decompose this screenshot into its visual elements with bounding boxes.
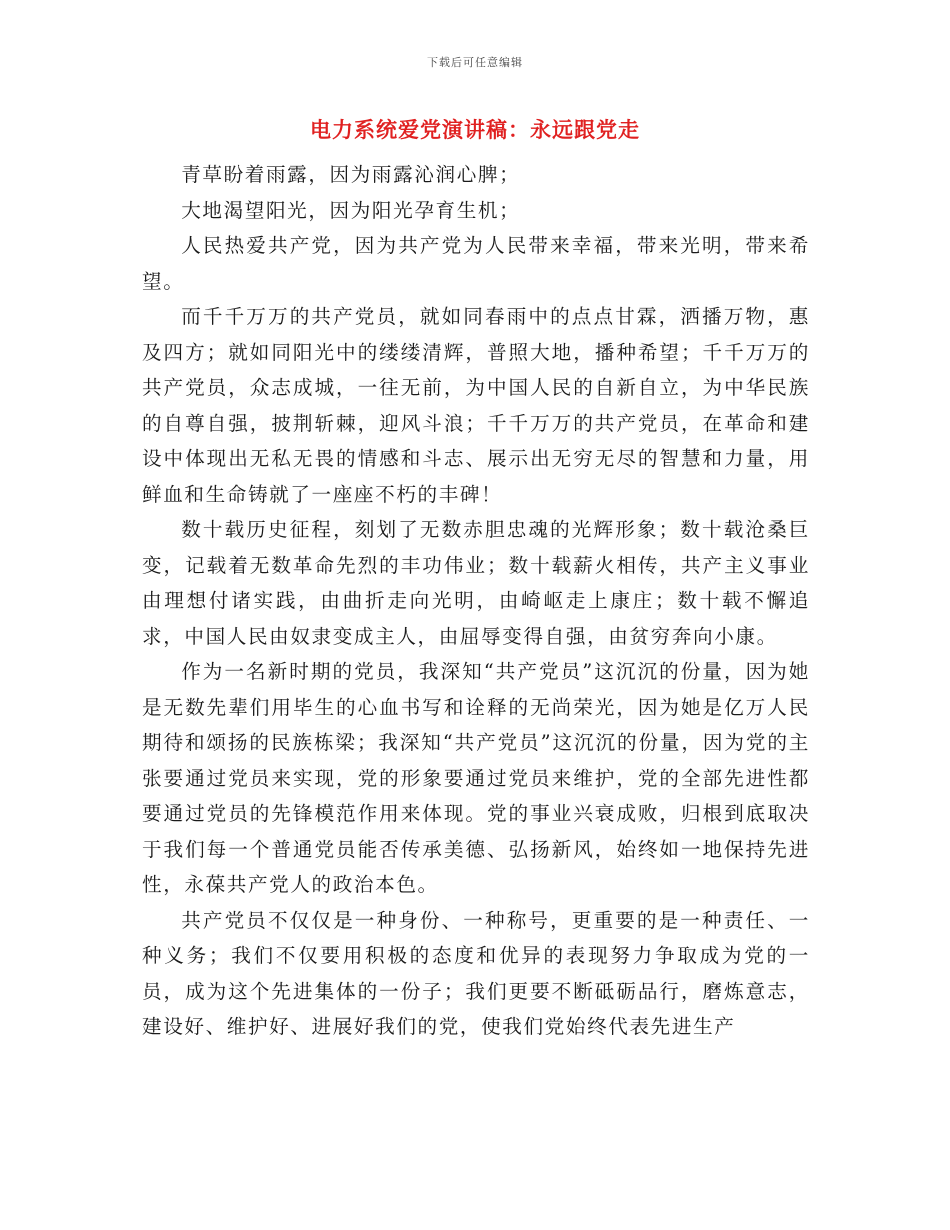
paragraph-4: 而千千万万的共产党员，就如同春雨中的点点甘霖，洒播万物，惠及四方；就如同阳光中的缕缕清辉，普照大地，播种希望；千千万万的共产党员，众志成城，一往无前，为中国人民的自新自立，为中华民族的自尊自强，披荆斩棘，迎风斗浪；千千万万的共产党员，在革命和建设中体现出无私无畏的情感和斗志、展示出无穷无尽的智慧和力量，用鲜血和生命铸就了一座座不朽的丰碑！ [142, 305, 810, 506]
paragraph-3: 人民热爱共产党，因为共产党为人民带来幸福，带来光明，带来希望。 [142, 234, 810, 293]
document-title: 电力系统爱党演讲稿：永远跟党走 [310, 118, 640, 142]
paragraph-2: 大地渴望阳光，因为阳光孕育生机； [181, 198, 521, 222]
paragraph-5: 数十载历史征程，刻划了无数赤胆忠魂的光辉形象；数十载沧桑巨变，记载着无数革命先烈的丰功伟业；数十载薪火相传，共产主义事业由理想付诸实践，由曲折走向光明，由崎岖走上康庄；数十载不懈追求，中国人民由奴隶变成主人，由屈辱变得自强，由贫穷奔向小康。 [142, 518, 810, 648]
page-header-note: 下载后可任意编辑 [427, 56, 523, 69]
document-body [142, 157, 810, 1045]
paragraph-1: 青草盼着雨露，因为雨露沁润心脾； [181, 163, 521, 186]
paragraph-7: 共产党员不仅仅是一种身份、一种称号，更重要的是一种责任、一种义务；我们不仅要用积极的态度和优异的表现努力争取成为党的一员，成为这个先进集体的一份子；我们更要不断砥砺品行，磨炼意志，建设好、维护好、进展好我们的党，使我们党始终代表先进生产 [142, 908, 810, 1038]
paragraph-6: 作为一名新时期的党员，我深知“共产党员”这沉沉的份量，因为她是无数先辈们用毕生的心血书写和诠释的无尚荣光，因为她是亿万人民期待和颂扬的民族栋梁；我深知“共产党员”这沉沉的份量，因为党的主张要通过党员来实现，党的形象要通过党员来维护，党的全部先进性都要通过党员的先锋模范作用来体现。党的事业兴衰成败，归根到底取决于我们每一个普通党员能否传承美德、弘扬新风，始终如一地保持先进性，永葆共产党人的政治本色。 [142, 660, 810, 896]
